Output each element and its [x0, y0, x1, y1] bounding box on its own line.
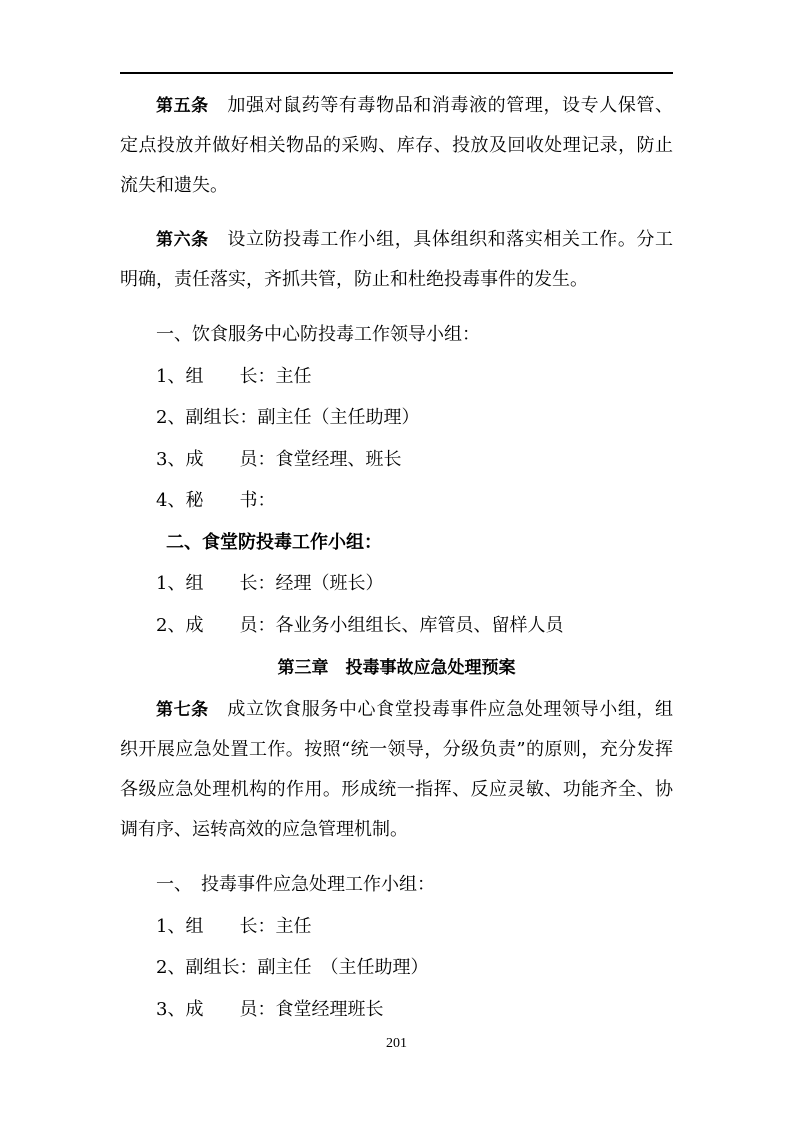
document-body [120, 86, 673, 1030]
article-5-label: 第五条 [156, 96, 209, 116]
group-2-item: 1、组 长：经理（班长） [156, 573, 384, 594]
group-1-item: 1、组 长：主任 [156, 365, 312, 387]
group-2-item: 2、成 员：各业务小组组长、库管员、留样人员 [156, 614, 564, 636]
chapter-3-heading: 第三章 投毒事故应急处理预案 [277, 658, 516, 678]
group-1-item: 2、副组长：副主任（主任助理） [156, 407, 420, 428]
article-5 [120, 86, 673, 206]
group-3-item: 3、成 员：食堂经理班长 [156, 998, 384, 1020]
group-1-title: 一、饮食服务中心防投毒工作领导小组： [156, 324, 480, 345]
article-7-text: 成立饮食服务中心食堂投毒事件应急处理领导小组，组织开展应急处置工作。按照“统一领导，分级负责”的原则，充分发挥各级应急处理机构的作用。形成统一指挥、反应灵敏、功能齐全、协调有序、运转高效的应急管理机制。 [120, 699, 674, 840]
group-3-item: 2、副组长：副主任 （主任助理） [156, 957, 429, 978]
header-rule [120, 72, 673, 74]
article-6-text: 设立防投毒工作小组，具体组织和落实相关工作。分工明确，责任落实，齐抓共管，防止和杜绝投毒事件的发生。 [120, 229, 674, 290]
article-7 [120, 690, 673, 850]
article-7-label: 第七条 [156, 700, 209, 720]
article-5-text: 加强对鼠药等有毒物品和消毒液的管理，设专人保管、定点投放并做好相关物品的采购、库存、投放及回收处理记录，防止流失和遗失。 [120, 95, 674, 196]
group-3-item: 1、组 长：主任 [156, 915, 312, 937]
group-3-title: 一、 投毒事件应急处理工作小组： [156, 874, 435, 895]
group-2-title: 二、食堂防投毒工作小组： [166, 531, 382, 553]
group-1-item: 3、成 员：食堂经理、班长 [156, 448, 402, 470]
page-number: 201 [386, 1036, 407, 1051]
group-1-item: 4、秘 书： [156, 490, 276, 511]
article-6 [120, 220, 673, 300]
article-6-label: 第六条 [156, 230, 209, 250]
